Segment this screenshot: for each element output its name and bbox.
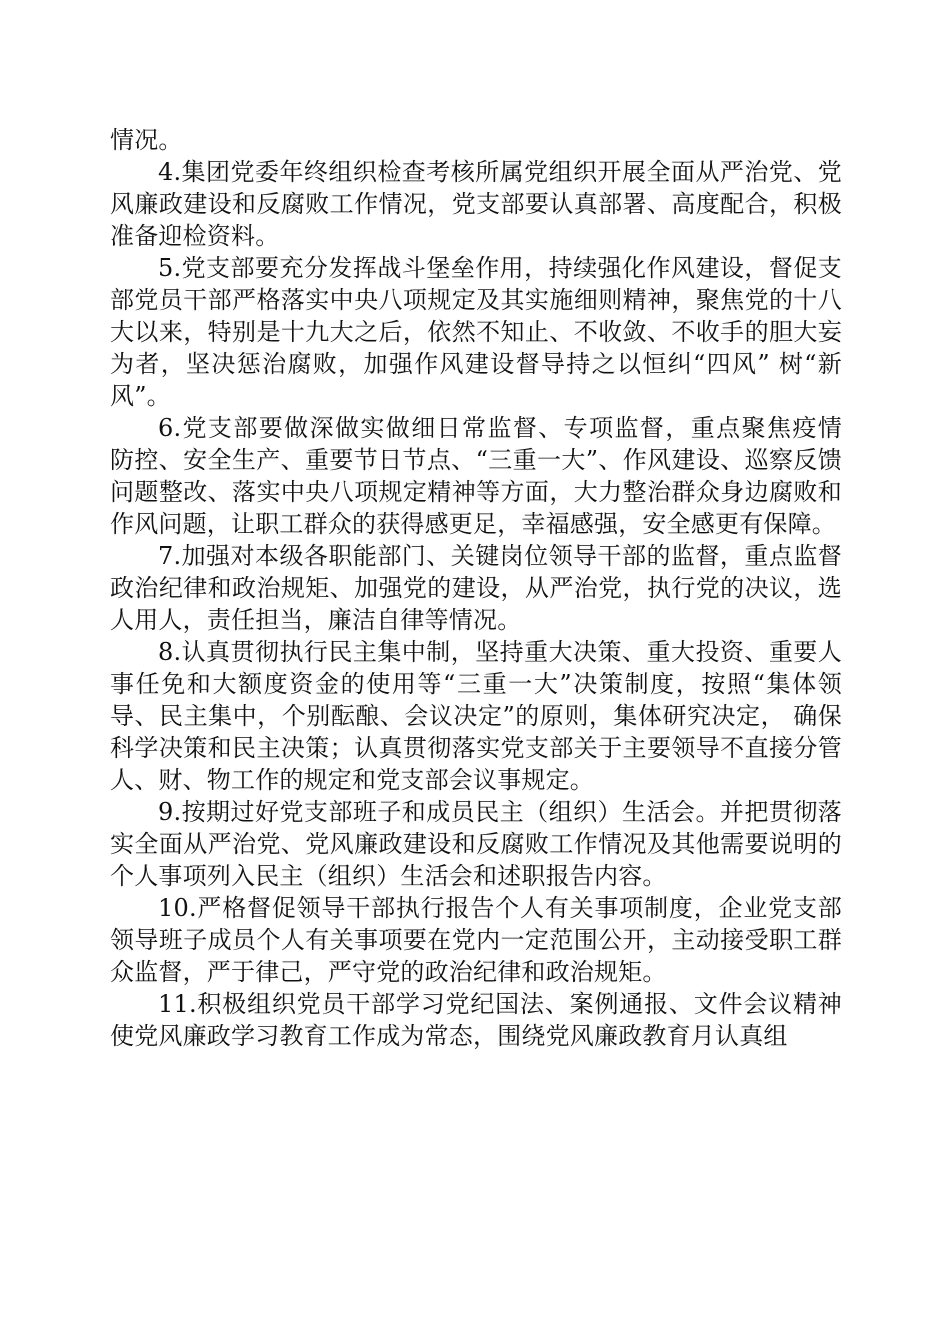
paragraph-item-11: 11.积极组织党员干部学习党纪国法、案例通报、文件会议精神使党风廉政学习教育工作成为常态，围绕党风廉政教育月认真组 [110, 990, 842, 1050]
paragraph-item-6: 6.党支部要做深做实做细日常监督、专项监督，重点聚焦疫情 防控、安全生产、重要节日节点、“三重一大”、作风建设、巡察反馈问题整改、落实中央八项规定精神等方面，大力整治群众身边腐败和作风问题，让职工群众的获得感更足，幸福感强，安全感更有保障。 [110, 414, 842, 538]
document-body [110, 124, 842, 1052]
paragraph-item-8: 8.认真贯彻执行民主集中制，坚持重大决策、重大投资、重要人事任免和大额度资金的使用等“三重一大”决策制度，按照“集体领导、民主集中，个别酝酿、会议决定”的原则，集体研究决定， 确保科学决策和民主决策；认真贯彻落实党支部关于主要领导不直接分管人、财、物工作的规定和党支部会议事规定。 [110, 638, 842, 794]
paragraph-item-9: 9.按期过好党支部班子和成员民主（组织）生活会。并把贯彻落实全面从严治党、党风廉政建设和反腐败工作情况及其他需要说明的个人事项列入民主（组织）生活会和述职报告内容。 [110, 798, 842, 890]
paragraph-continuation: 情况。 [110, 126, 183, 154]
paragraph-item-7: 7.加强对本级各职能部门、关键岗位领导干部的监督，重点监督政治纪律和政治规矩、加强党的建设，从严治党，执行党的决议，选人用人，责任担当，廉洁自律等情况。 [110, 542, 842, 634]
paragraph-item-10: 10.严格督促领导干部执行报告个人有关事项制度，企业党支部领导班子成员个人有关事项要在党内一定范围公开，主动接受职工群众监督，严于律己，严守党的政治纪律和政治规矩。 [110, 894, 842, 986]
paragraph-item-4: 4.集团党委年终组织检查考核所属党组织开展全面从严治党、党风廉政建设和反腐败工作情况，党支部要认真部署、高度配合，积极准备迎检资料。 [110, 158, 842, 250]
paragraph-item-5: 5.党支部要充分发挥战斗堡垒作用，持续强化作风建设，督促支部党员干部严格落实中央八项规定及其实施细则精神，聚焦党的十八大以来，特别是十九大之后，依然不知止、不收敛、不收手的胆大妄为者，坚决惩治腐败，加强作风建设督导持之以恒纠“四风” 树“新风”。 [110, 254, 842, 410]
